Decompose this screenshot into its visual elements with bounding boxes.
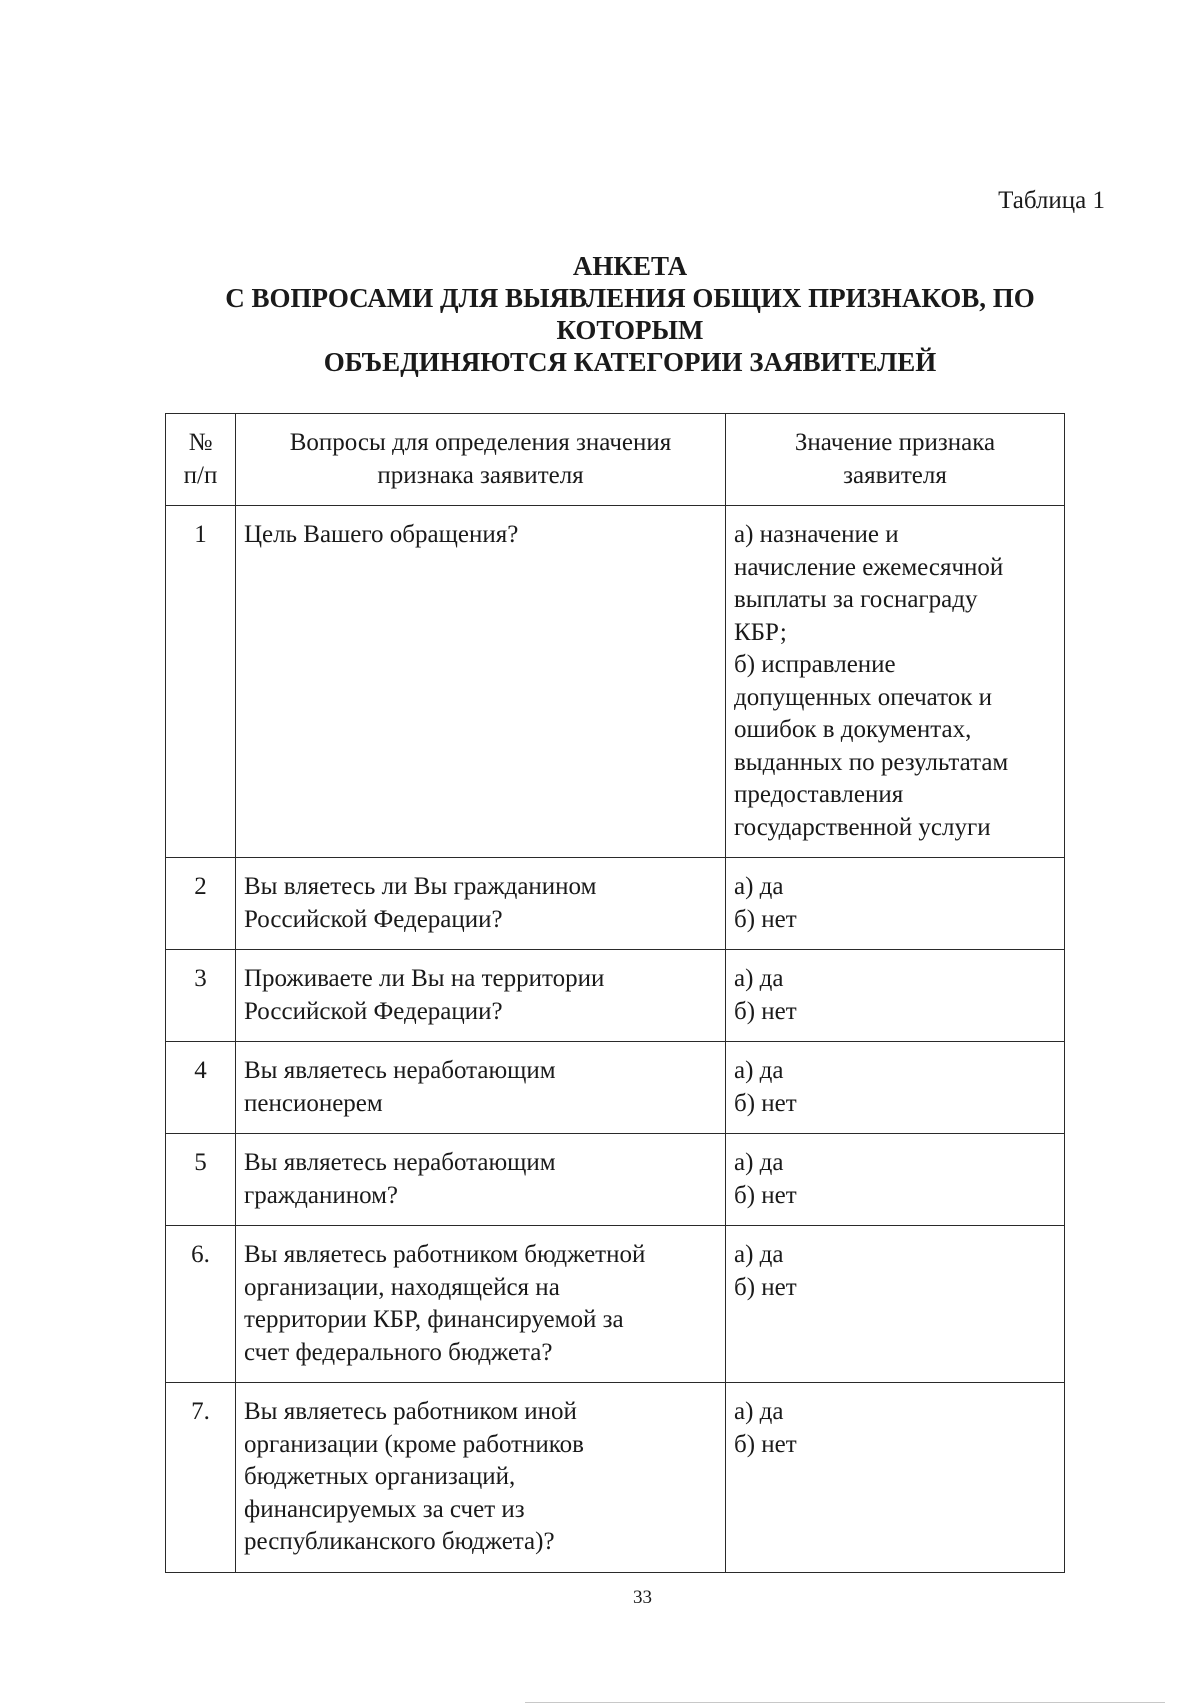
header-number-line: п/п — [183, 461, 218, 489]
table-row — [166, 1383, 1065, 1573]
bottom-rule — [525, 1702, 1165, 1703]
answer-option: выданных по результатам — [734, 748, 1009, 776]
answer-option: выплаты за госнаграду — [734, 586, 978, 613]
header-value-line: Значение признака — [794, 429, 996, 456]
answer-value-cell — [726, 858, 1065, 950]
answer-option: а) да — [734, 1149, 784, 1176]
question-line: Российской Федерации? — [244, 997, 503, 1025]
table-header-row — [166, 414, 1065, 506]
answer-option: допущенных опечаток и — [734, 683, 992, 711]
row-number-cell — [166, 1042, 236, 1134]
answer-option: б) нет — [734, 997, 797, 1025]
question-cell — [236, 1226, 726, 1383]
answer-option: а) назначение и — [734, 521, 899, 548]
header-question-line: признака заявителя — [377, 461, 584, 489]
row-number-cell — [166, 506, 236, 858]
answer-option: а) да — [734, 873, 784, 900]
answer-option: б) нет — [734, 1430, 797, 1458]
question-line: пенсионерем — [244, 1089, 383, 1117]
question-line: Цель Вашего обращения? — [244, 521, 519, 548]
header-value — [726, 414, 1065, 506]
answer-value-cell — [726, 1134, 1065, 1226]
question-cell — [236, 950, 726, 1042]
question-line: Вы являетесь неработающим — [244, 1057, 556, 1084]
question-line: гражданином? — [244, 1181, 399, 1209]
header-number — [166, 414, 236, 506]
question-line: Вы являетесь работником иной — [244, 1398, 577, 1425]
answer-option: б) нет — [734, 1089, 797, 1117]
answer-option: ошибок в документах, — [734, 716, 972, 743]
question-cell — [236, 1383, 726, 1573]
header-number-line: № — [188, 429, 213, 456]
answer-option: б) нет — [734, 1273, 797, 1301]
header-value-line: заявителя — [843, 461, 947, 489]
question-cell — [236, 506, 726, 858]
row-number: 5 — [194, 1149, 207, 1176]
row-number-cell — [166, 1226, 236, 1383]
question-line: организации, находящейся на — [244, 1273, 560, 1301]
row-number: 6. — [191, 1241, 210, 1268]
answer-option: б) нет — [734, 1181, 797, 1209]
answer-value-cell — [726, 950, 1065, 1042]
answer-option: КБР; — [734, 618, 787, 646]
row-number-cell — [166, 950, 236, 1042]
answer-option: а) да — [734, 1398, 784, 1425]
answer-option: государственной услуги — [734, 813, 991, 841]
question-line: территории КБР, финансируемой за — [244, 1306, 624, 1333]
answer-option: начисление ежемесячной — [734, 553, 1004, 581]
row-number: 3 — [194, 965, 207, 992]
question-line: бюджетных организаций, — [244, 1463, 516, 1490]
row-number-cell — [166, 1383, 236, 1573]
table-row — [166, 506, 1065, 858]
question-line: республиканского бюджета)? — [244, 1528, 555, 1555]
row-number-cell — [166, 858, 236, 950]
answer-option: а) да — [734, 965, 784, 992]
table-row — [166, 858, 1065, 950]
heading-line-3: КОТОРЫМ — [556, 315, 704, 345]
row-number: 2 — [194, 873, 207, 900]
question-line: счет федерального бюджета? — [244, 1338, 553, 1366]
survey-table — [165, 413, 1065, 1573]
question-cell — [236, 858, 726, 950]
page-number: 33 — [633, 1587, 652, 1608]
heading-line-1: АНКЕТА — [572, 251, 688, 281]
row-number: 4 — [194, 1057, 207, 1084]
answer-option: предоставления — [734, 781, 904, 808]
answer-option: а) да — [734, 1241, 784, 1268]
header-question — [236, 414, 726, 506]
question-line: Вы являетесь неработающим — [244, 1149, 556, 1176]
question-cell — [236, 1134, 726, 1226]
question-line: Вы являетесь работником бюджетной — [244, 1241, 646, 1268]
question-cell — [236, 1042, 726, 1134]
answer-value-cell — [726, 1042, 1065, 1134]
question-line: Проживаете ли Вы на территории — [244, 965, 605, 992]
table-row — [166, 1042, 1065, 1134]
answer-value-cell — [726, 1383, 1065, 1573]
heading-line-2: С ВОПРОСАМИ ДЛЯ ВЫЯВЛЕНИЯ ОБЩИХ ПРИЗНАКОВ, ПО — [225, 283, 1035, 313]
question-line: финансируемых за счет из — [244, 1495, 525, 1523]
answer-value-cell — [726, 1226, 1065, 1383]
document-heading — [205, 250, 1055, 378]
question-line: Российской Федерации? — [244, 905, 503, 933]
table-caption: Таблица 1 — [998, 187, 1105, 214]
table-row — [166, 1134, 1065, 1226]
table-body — [166, 506, 1065, 1573]
header-question-line: Вопросы для определения значения — [289, 429, 672, 456]
row-number-cell — [166, 1134, 236, 1226]
answer-option: б) нет — [734, 905, 797, 933]
answer-option: б) исправление — [734, 651, 896, 678]
row-number: 7. — [191, 1398, 210, 1425]
answer-option: а) да — [734, 1057, 784, 1084]
heading-line-4: ОБЪЕДИНЯЮТСЯ КАТЕГОРИИ ЗАЯВИТЕЛЕЙ — [323, 347, 937, 377]
table-row — [166, 950, 1065, 1042]
answer-value-cell — [726, 506, 1065, 858]
table-row — [166, 1226, 1065, 1383]
question-line: организации (кроме работников — [244, 1430, 584, 1458]
row-number: 1 — [194, 521, 207, 548]
question-line: Вы вляетесь ли Вы гражданином — [244, 873, 597, 900]
